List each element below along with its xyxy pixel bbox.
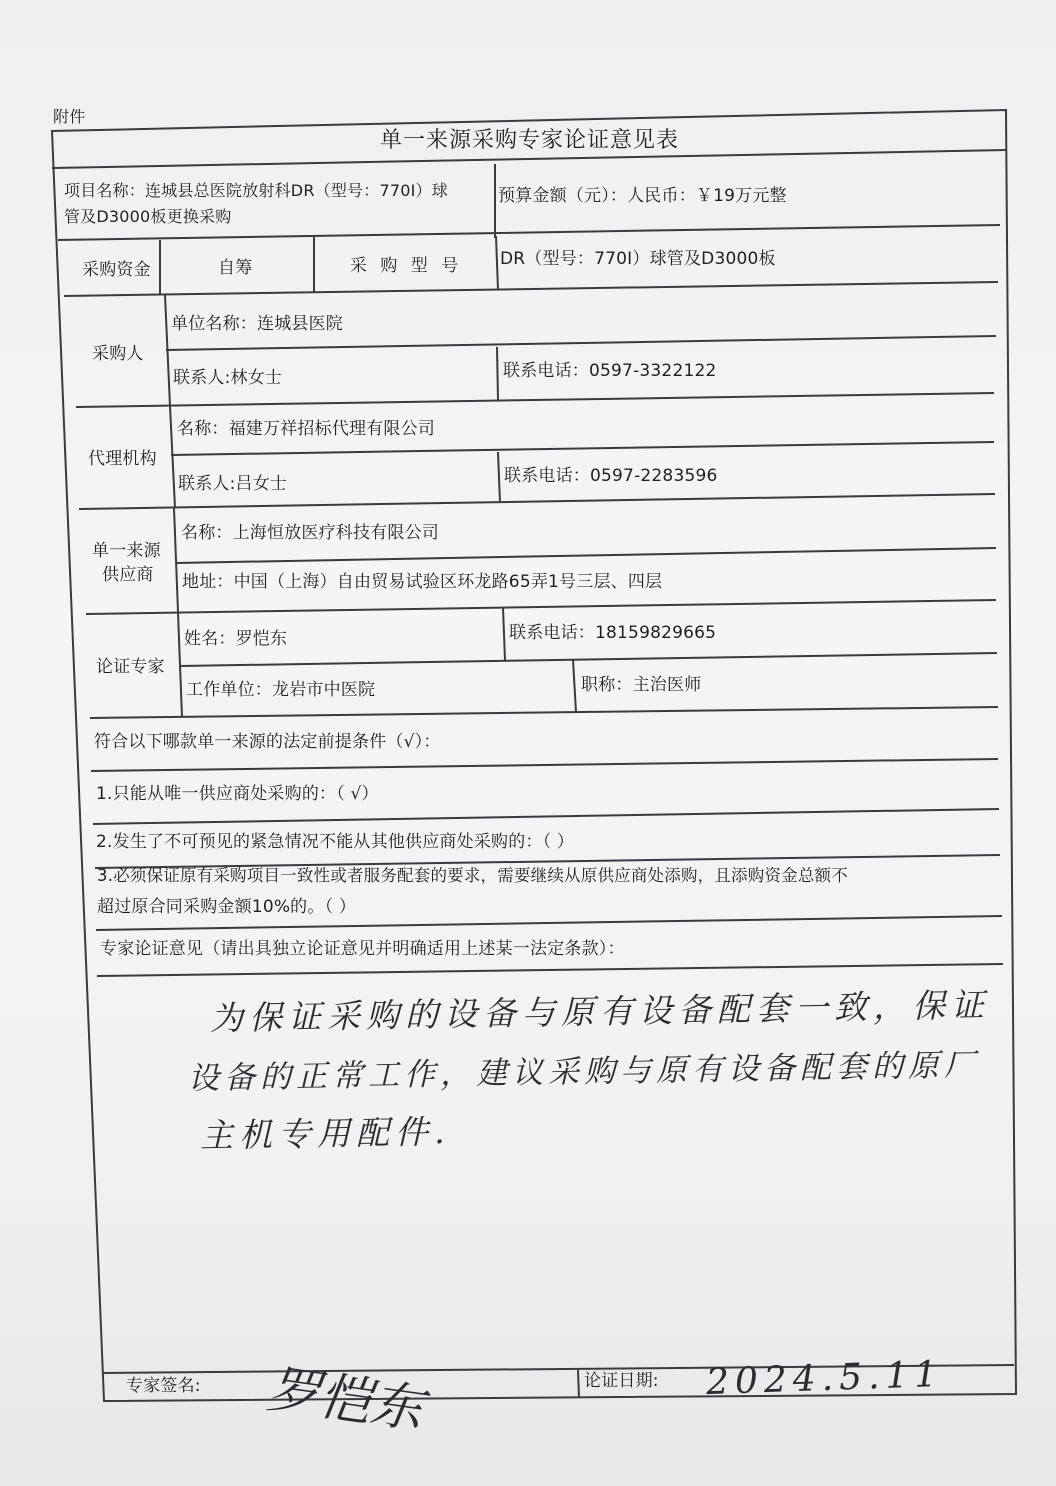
purchaser-label: 采购人 xyxy=(92,344,144,364)
model-label: 采 购 型 号 xyxy=(350,256,463,276)
purchaser-unit: 单位名称：连城县医院 xyxy=(171,314,343,334)
expert-name: 姓名：罗恺东 xyxy=(184,629,288,649)
agency-contact: 联系人:吕女士 xyxy=(178,474,288,494)
supplier-address: 地址：中国（上海）自由贸易试验区环龙路65弄1号三层、四层 xyxy=(182,572,663,592)
condition-1: 1.只能从唯一供应商处采购的：（ √） xyxy=(96,784,379,804)
condition-3-line2: 超过原合同采购金额10%的。（ ） xyxy=(97,897,357,917)
model-value: DR（型号：770I）球管及D3000板 xyxy=(500,249,776,269)
supplier-label-line2: 供应商 xyxy=(102,565,154,585)
handwritten-date: 2024.5.11 xyxy=(705,1353,944,1404)
expert-label: 论证专家 xyxy=(96,657,165,677)
handwritten-opinion-line2: 设备的正常工作，建议采购与原有设备配套的原厂 xyxy=(187,1047,981,1097)
expert-signature: 罗恺东 xyxy=(263,1359,427,1441)
expert-title: 职称：主治医师 xyxy=(581,675,702,695)
purchaser-phone: 联系电话：0597-3322122 xyxy=(503,361,717,381)
handwritten-opinion-line3: 主机专用配件. xyxy=(199,1111,451,1156)
agency-label: 代理机构 xyxy=(88,449,157,469)
expert-phone: 联系电话：18159829665 xyxy=(509,623,717,643)
attachment-label: 附件 xyxy=(53,107,86,126)
agency-name: 名称：福建万祥招标代理有限公司 xyxy=(177,419,435,439)
supplier-label-line1: 单一来源 xyxy=(92,541,161,561)
condition-2: 2.发生了不可预见的紧急情况不能从其他供应商处采购的：（ ） xyxy=(96,832,575,852)
signature-label: 专家签名: xyxy=(126,1376,201,1396)
date-label: 论证日期: xyxy=(584,1371,659,1391)
opinion-header: 专家论证意见（请出具独立论证意见并明确适用上述某一法定条款）： xyxy=(100,939,625,959)
expert-workplace: 工作单位：龙岩市中医院 xyxy=(186,680,376,700)
funding-value: 自筹 xyxy=(218,258,253,278)
budget-amount: 预算金额（元）：人民币：￥19万元整 xyxy=(498,186,787,206)
purchaser-contact: 联系人:林女士 xyxy=(173,368,283,388)
agency-phone: 联系电话：0597-2283596 xyxy=(504,466,718,486)
supplier-name: 名称：上海恒放医疗科技有限公司 xyxy=(181,523,439,543)
conditions-header: 符合以下哪款单一来源的法定前提条件（√）： xyxy=(94,732,441,752)
project-name-line2: 管及D3000板更换采购 xyxy=(64,207,232,226)
project-name-line1: 项目名称：连城县总医院放射科DR（型号：770I）球 xyxy=(64,181,448,200)
funding-label: 采购资金 xyxy=(82,260,151,280)
condition-3-line1: 3.必须保证原有采购项目一致性或者服务配套的要求，需要继续从原供应商处添购，且添购资金总额不 xyxy=(97,866,848,885)
form-title: 单一来源采购专家论证意见表 xyxy=(380,128,680,153)
handwritten-opinion-line1: 为保证采购的设备与原有设备配套一致，保证 xyxy=(209,985,991,1038)
